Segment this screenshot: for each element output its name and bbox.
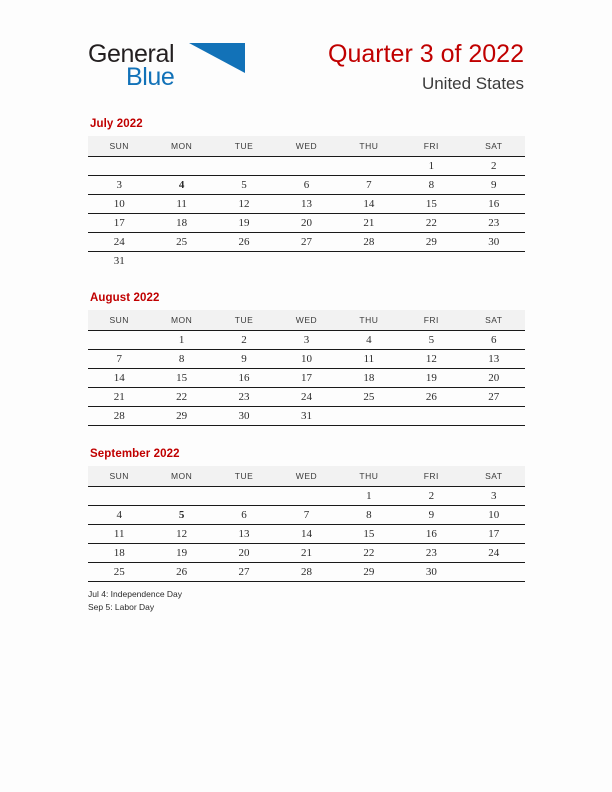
calendar-cell-8[interactable]: 8 [150, 350, 212, 369]
month-block-september-2022 [88, 448, 525, 582]
calendar-cell-20[interactable]: 20 [463, 369, 525, 388]
calendar-cell-8[interactable]: 8 [338, 506, 400, 525]
month-title-july-2022: July 2022 [90, 118, 143, 130]
calendar-cell-28[interactable]: 28 [338, 233, 400, 252]
calendar-cell-29[interactable]: 29 [338, 563, 400, 582]
weekday-header-sat: SAT [463, 310, 525, 331]
calendar-cell-27[interactable]: 27 [213, 563, 275, 582]
weekday-header-fri: FRI [400, 136, 462, 157]
week-row [88, 525, 525, 544]
calendar-cell-15[interactable]: 15 [150, 369, 212, 388]
calendar-cell-empty [88, 487, 150, 506]
calendar-cell-20[interactable]: 20 [213, 544, 275, 563]
calendar-cell-11[interactable]: 11 [150, 195, 212, 214]
calendar-cell-25[interactable]: 25 [150, 233, 212, 252]
calendar-cell-14[interactable]: 14 [275, 525, 337, 544]
weekday-header-row [88, 466, 525, 487]
calendar-cell-empty [150, 157, 212, 176]
calendar-cell-18[interactable]: 18 [88, 544, 150, 563]
weekday-header-sat: SAT [463, 466, 525, 487]
holiday-notes [88, 588, 488, 614]
week-row [88, 157, 525, 176]
calendar-cell-holiday-5[interactable]: 5 [150, 506, 212, 525]
weekday-header-sun: SUN [88, 310, 150, 331]
calendar-cell-23[interactable]: 23 [463, 214, 525, 233]
calendar-cell-19[interactable]: 19 [150, 544, 212, 563]
calendar-cell-2[interactable]: 2 [400, 487, 462, 506]
weekday-header-tue: TUE [213, 136, 275, 157]
calendar-cell-empty [213, 252, 275, 271]
calendar-cell-7[interactable]: 7 [88, 350, 150, 369]
calendar-cell-16[interactable]: 16 [463, 195, 525, 214]
calendar-cell-27[interactable]: 27 [463, 388, 525, 407]
calendar-cell-empty [338, 252, 400, 271]
calendar-cell-3[interactable]: 3 [275, 331, 337, 350]
week-row [88, 331, 525, 350]
calendar-cell-17[interactable]: 17 [463, 525, 525, 544]
calendar-cell-2[interactable]: 2 [463, 157, 525, 176]
title-block [328, 40, 524, 94]
holiday-note-line: Sep 5: Labor Day [88, 602, 155, 613]
calendar-cell-1[interactable]: 1 [338, 487, 400, 506]
calendar-cell-17[interactable]: 17 [275, 369, 337, 388]
calendar-cell-7[interactable]: 7 [338, 176, 400, 195]
week-row [88, 252, 525, 271]
month-title-september-2022: September 2022 [90, 448, 180, 460]
calendar-cell-6[interactable]: 6 [463, 331, 525, 350]
calendar-cell-empty [463, 563, 525, 582]
calendar-cell-9[interactable]: 9 [400, 506, 462, 525]
week-row [88, 233, 525, 252]
calendar-cell-empty [463, 407, 525, 426]
calendar-cell-empty [400, 407, 462, 426]
calendar-cell-empty [400, 252, 462, 271]
week-row [88, 544, 525, 563]
weekday-header-wed: WED [275, 466, 337, 487]
weekday-header-thu: THU [338, 136, 400, 157]
weekday-header-row [88, 310, 525, 331]
page-header [88, 40, 524, 102]
week-row [88, 214, 525, 233]
calendar-cell-25[interactable]: 25 [88, 563, 150, 582]
week-row [88, 506, 525, 525]
calendar-cell-14[interactable]: 14 [338, 195, 400, 214]
calendar-cell-24[interactable]: 24 [463, 544, 525, 563]
weekday-header-mon: MON [150, 136, 212, 157]
week-row [88, 350, 525, 369]
calendar-cell-17[interactable]: 17 [88, 214, 150, 233]
calendar-cell-31[interactable]: 31 [88, 252, 150, 271]
month-block-july-2022 [88, 118, 525, 270]
calendar-cell-23[interactable]: 23 [213, 388, 275, 407]
calendar-cell-23[interactable]: 23 [400, 544, 462, 563]
calendar-cell-15[interactable]: 15 [400, 195, 462, 214]
calendar-cell-6[interactable]: 6 [213, 506, 275, 525]
calendar-cell-4[interactable]: 4 [88, 506, 150, 525]
calendar-cell-7[interactable]: 7 [275, 506, 337, 525]
calendar-cell-24[interactable]: 24 [88, 233, 150, 252]
calendar-cell-27[interactable]: 27 [275, 233, 337, 252]
holiday-note-line: Jul 4: Independence Day [88, 589, 183, 599]
calendar-cell-5[interactable]: 5 [400, 331, 462, 350]
weekday-header-sat: SAT [463, 136, 525, 157]
calendar-cell-11[interactable]: 11 [338, 350, 400, 369]
calendar-cell-13[interactable]: 13 [213, 525, 275, 544]
calendar-cell-21[interactable]: 21 [275, 544, 337, 563]
calendar-table-september-2022 [88, 466, 525, 582]
calendar-cell-empty [275, 487, 337, 506]
calendar-cell-13[interactable]: 13 [463, 350, 525, 369]
calendar-cell-24[interactable]: 24 [275, 388, 337, 407]
calendar-cell-18[interactable]: 18 [338, 369, 400, 388]
calendar-cell-1[interactable]: 1 [400, 157, 462, 176]
months-container [88, 118, 525, 604]
calendar-cell-19[interactable]: 19 [213, 214, 275, 233]
week-row [88, 407, 525, 426]
calendar-cell-empty [88, 331, 150, 350]
weekday-header-row [88, 136, 525, 157]
calendar-cell-16[interactable]: 16 [400, 525, 462, 544]
logo-word-blue: Blue [126, 63, 175, 91]
weekday-header-tue: TUE [213, 310, 275, 331]
calendar-cell-20[interactable]: 20 [275, 214, 337, 233]
calendar-cell-10[interactable]: 10 [275, 350, 337, 369]
weekday-header-wed: WED [275, 136, 337, 157]
calendar-cell-1[interactable]: 1 [150, 331, 212, 350]
calendar-cell-6[interactable]: 6 [275, 176, 337, 195]
calendar-cell-21[interactable]: 21 [88, 388, 150, 407]
weekday-header-tue: TUE [213, 466, 275, 487]
calendar-cell-5[interactable]: 5 [213, 176, 275, 195]
calendar-table-august-2022 [88, 310, 525, 426]
weekday-header-thu: THU [338, 466, 400, 487]
calendar-cell-29[interactable]: 29 [150, 407, 212, 426]
calendar-cell-14[interactable]: 14 [88, 369, 150, 388]
calendar-cell-26[interactable]: 26 [150, 563, 212, 582]
calendar-cell-9[interactable]: 9 [213, 350, 275, 369]
calendar-cell-11[interactable]: 11 [88, 525, 150, 544]
month-title-august-2022: August 2022 [90, 292, 160, 304]
calendar-cell-28[interactable]: 28 [275, 563, 337, 582]
calendar-cell-22[interactable]: 22 [150, 388, 212, 407]
weekday-header-mon: MON [150, 310, 212, 331]
week-row [88, 195, 525, 214]
weekday-header-fri: FRI [400, 466, 462, 487]
calendar-cell-3[interactable]: 3 [463, 487, 525, 506]
calendar-cell-22[interactable]: 22 [338, 544, 400, 563]
week-row [88, 487, 525, 506]
calendar-cell-25[interactable]: 25 [338, 388, 400, 407]
country-subtitle: United States [421, 73, 524, 93]
calendar-cell-30[interactable]: 30 [213, 407, 275, 426]
calendar-cell-15[interactable]: 15 [338, 525, 400, 544]
calendar-cell-empty [213, 487, 275, 506]
calendar-cell-empty [150, 252, 212, 271]
calendar-cell-21[interactable]: 21 [338, 214, 400, 233]
calendar-cell-empty [275, 157, 337, 176]
calendar-cell-empty [275, 252, 337, 271]
calendar-cell-empty [150, 487, 212, 506]
calendar-cell-8[interactable]: 8 [400, 176, 462, 195]
logo-word-general: General [88, 40, 175, 68]
page-title: Quarter 3 of 2022 [328, 40, 524, 68]
calendar-cell-22[interactable]: 22 [400, 214, 462, 233]
calendar-cell-28[interactable]: 28 [88, 407, 150, 426]
week-row [88, 176, 525, 195]
calendar-cell-30[interactable]: 30 [400, 563, 462, 582]
calendar-cell-26[interactable]: 26 [400, 388, 462, 407]
calendar-cell-12[interactable]: 12 [213, 195, 275, 214]
calendar-cell-10[interactable]: 10 [463, 506, 525, 525]
week-row [88, 388, 525, 407]
calendar-cell-16[interactable]: 16 [213, 369, 275, 388]
calendar-cell-29[interactable]: 29 [400, 233, 462, 252]
weekday-header-sun: SUN [88, 466, 150, 487]
week-row [88, 369, 525, 388]
calendar-cell-empty [213, 157, 275, 176]
calendar-cell-10[interactable]: 10 [88, 195, 150, 214]
calendar-cell-19[interactable]: 19 [400, 369, 462, 388]
weekday-header-thu: THU [338, 310, 400, 331]
calendar-cell-31[interactable]: 31 [275, 407, 337, 426]
calendar-cell-13[interactable]: 13 [275, 195, 337, 214]
weekday-header-sun: SUN [88, 136, 150, 157]
calendar-cell-empty [463, 252, 525, 271]
calendar-cell-empty [338, 407, 400, 426]
calendar-cell-empty [88, 157, 150, 176]
weekday-header-mon: MON [150, 466, 212, 487]
week-row [88, 563, 525, 582]
calendar-cell-empty [338, 157, 400, 176]
weekday-header-fri: FRI [400, 310, 462, 331]
calendar-cell-26[interactable]: 26 [213, 233, 275, 252]
calendar-cell-holiday-4[interactable]: 4 [150, 176, 212, 195]
calendar-cell-12[interactable]: 12 [400, 350, 462, 369]
weekday-header-wed: WED [275, 310, 337, 331]
calendar-table-july-2022 [88, 136, 525, 270]
calendar-cell-9[interactable]: 9 [463, 176, 525, 195]
calendar-cell-2[interactable]: 2 [213, 331, 275, 350]
calendar-cell-30[interactable]: 30 [463, 233, 525, 252]
calendar-cell-4[interactable]: 4 [338, 331, 400, 350]
general-blue-logo[interactable] [88, 40, 298, 96]
calendar-cell-12[interactable]: 12 [150, 525, 212, 544]
calendar-cell-3[interactable]: 3 [88, 176, 150, 195]
calendar-cell-18[interactable]: 18 [150, 214, 212, 233]
month-block-august-2022 [88, 292, 525, 426]
